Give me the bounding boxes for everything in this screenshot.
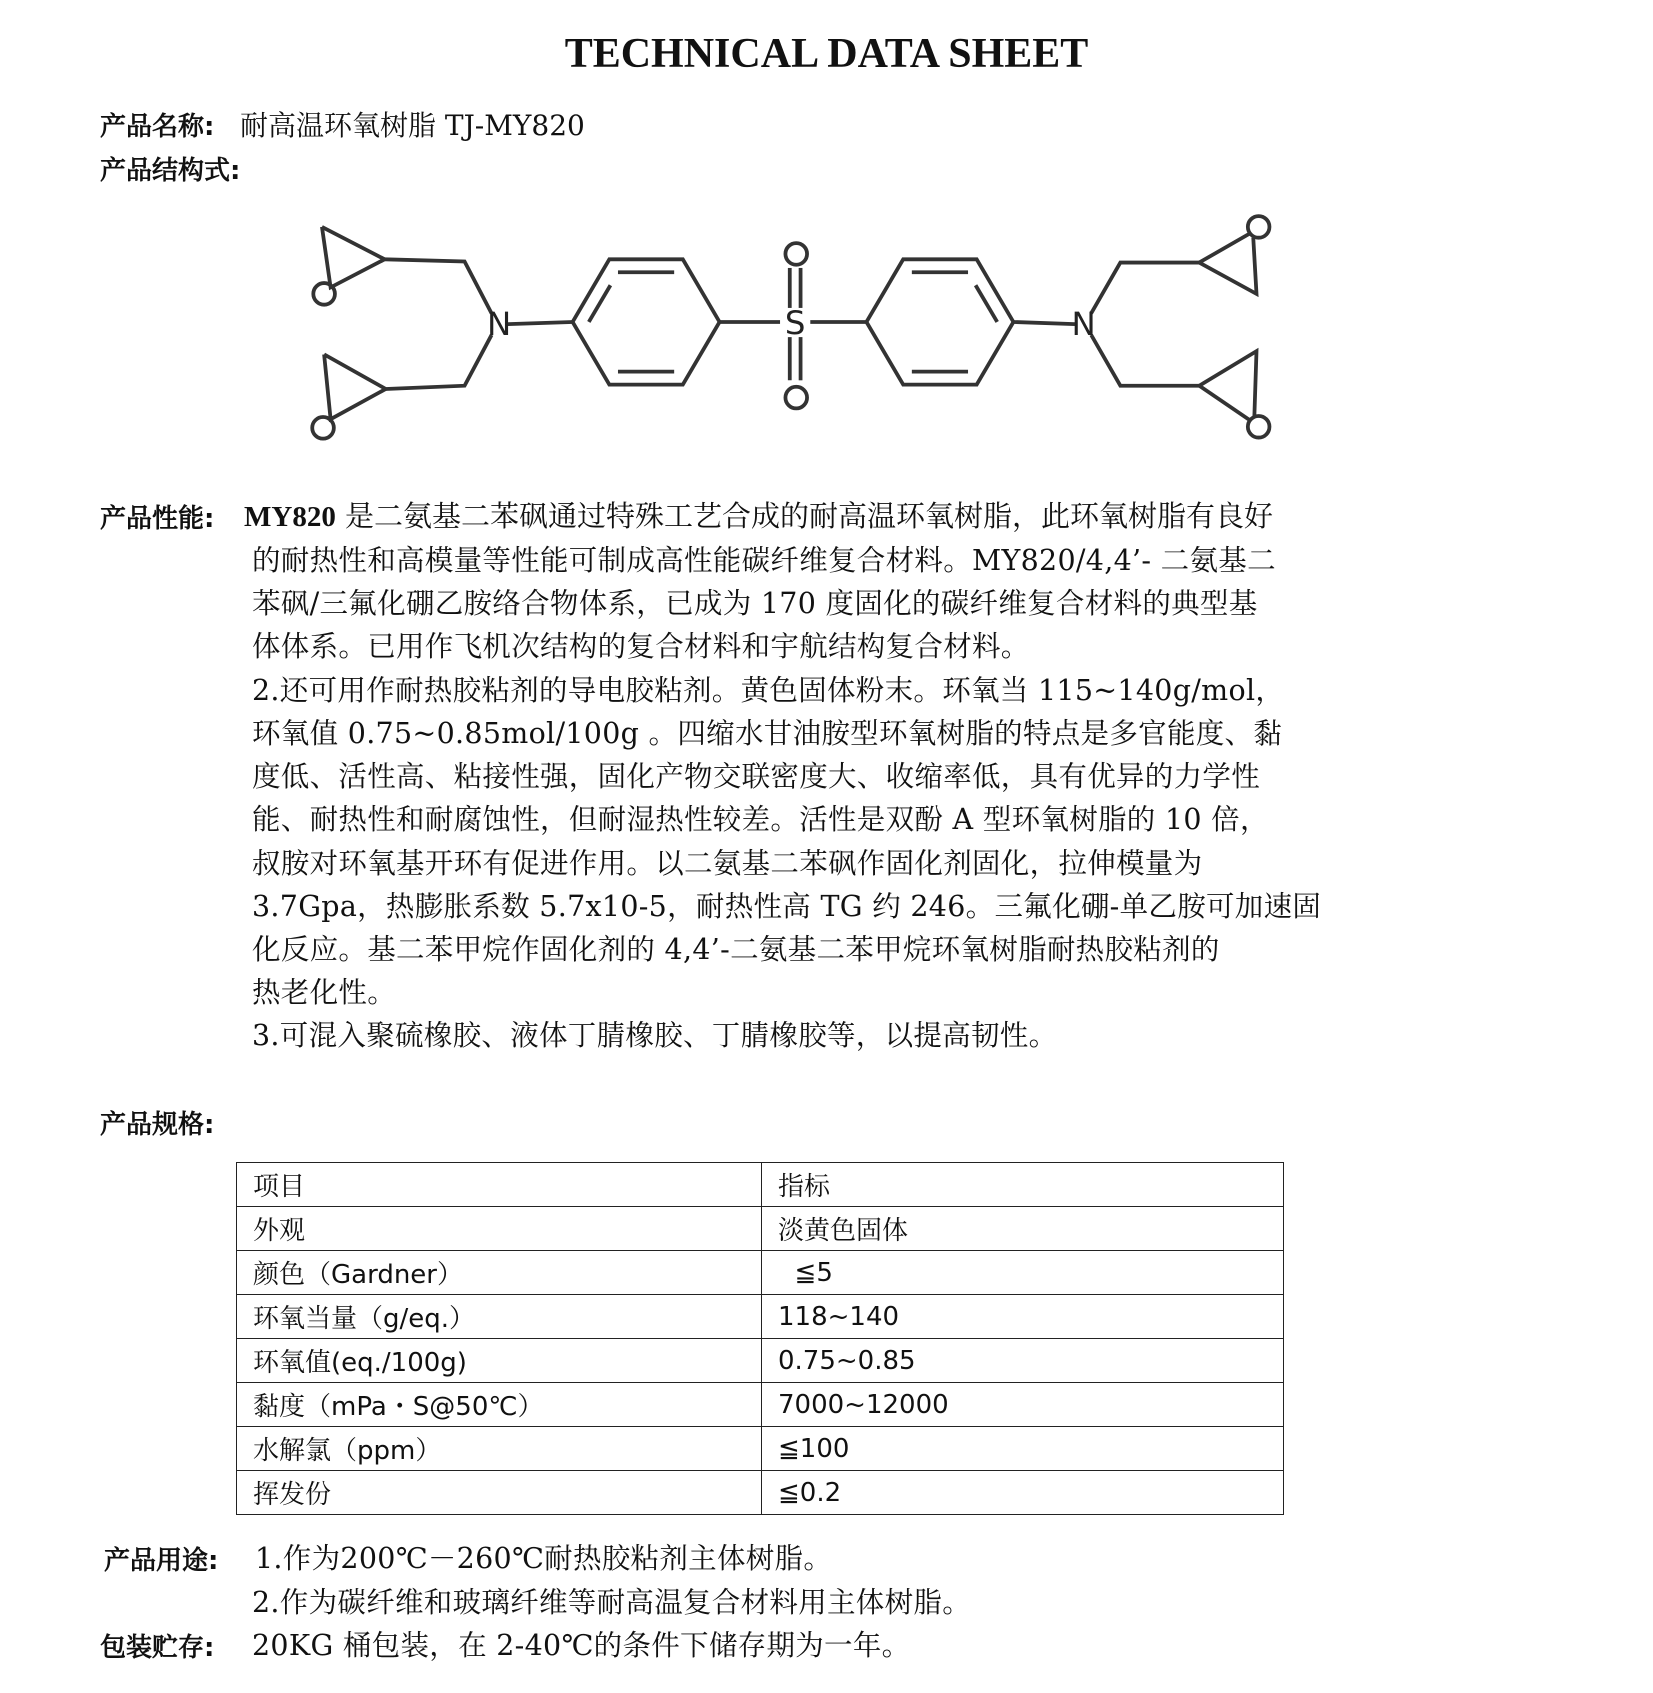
product-code: MY820 (244, 501, 336, 533)
oxygen-atom (785, 243, 807, 265)
table-cell: 7000~12000 (762, 1383, 1284, 1427)
performance-line: 环氧值 0.75~0.85mol/100g 。四缩水甘油胺型环氧树脂的特点是多官能度、黏 (252, 717, 1283, 750)
table-cell: 项目 (237, 1163, 762, 1207)
table-cell: ≦100 (762, 1427, 1284, 1471)
epoxide-ring (322, 227, 385, 288)
oxygen-atom (312, 417, 334, 439)
table-row (237, 1251, 1284, 1295)
benzene-ring (573, 259, 720, 384)
table-header-row (237, 1163, 1284, 1207)
table-cell: 水解氯（ppm） (237, 1427, 762, 1471)
table-cell: ≦5 (762, 1251, 1284, 1295)
oxygen-atom (785, 387, 807, 409)
product-name-label: 产品名称: (100, 112, 215, 142)
table-row (237, 1383, 1284, 1427)
performance-line: 的耐热性和高模量等性能可制成高性能碳纤维复合材料。MY820/4,4’- 二氨基二 (252, 544, 1276, 577)
nitrogen-atom: N (487, 304, 512, 343)
performance-line: 3.7Gpa，热膨胀系数 5.7x10-5，耐热性高 TG 约 246。三氟化硼-单乙胺可加速固 (252, 890, 1322, 923)
oxygen-atom (1248, 216, 1270, 238)
performance-line: 度低、活性高、粘接性强，固化产物交联密度大、收缩率低，具有优异的力学性 (252, 760, 1261, 793)
spec-table (236, 1162, 1284, 1515)
performance-line: 是二氨基二苯砜通过特殊工艺合成的耐高温环氧树脂，此环氧树脂有良好 (345, 499, 1274, 533)
sulfur-atom: S (784, 303, 806, 342)
table-cell: 118~140 (762, 1295, 1284, 1339)
storage-label: 包装贮存: (100, 1633, 215, 1663)
performance-line: 苯砜/三氟化硼乙胺络合物体系，已成为 170 度固化的碳纤维复合材料的典型基 (252, 587, 1258, 620)
table-cell: 环氧当量（g/eq.） (237, 1295, 762, 1339)
product-name-value: 耐高温环氧树脂 TJ-MY820 (240, 109, 585, 142)
bond (1091, 335, 1199, 386)
table-cell: 外观 (237, 1207, 762, 1251)
structure-label: 产品结构式: (100, 156, 241, 186)
table-cell: ≦0.2 (762, 1471, 1284, 1515)
page-title: TECHNICAL DATA SHEET (564, 31, 1089, 77)
benzene-ring (866, 259, 1013, 384)
table-cell: 指标 (762, 1163, 1284, 1207)
performance-label: 产品性能: (100, 504, 215, 534)
table-row (237, 1295, 1284, 1339)
table-cell: 黏度（mPa・S@50℃） (237, 1383, 762, 1427)
oxygen-atom (1248, 416, 1270, 438)
bond (386, 335, 492, 389)
epoxide-ring (324, 354, 386, 419)
performance-line: 体体系。已用作飞机次结构的复合材料和宇航结构复合材料。 (252, 630, 1030, 663)
performance-first-line (244, 494, 1273, 535)
performance-line: 热老化性。 (252, 976, 397, 1009)
usage-line: 1.作为200℃－260℃耐热胶粘剂主体树脂。 (255, 1542, 833, 1575)
table-row (237, 1339, 1284, 1383)
performance-line: 3.可混入聚硫橡胶、液体丁腈橡胶、丁腈橡胶等，以提高韧性。 (252, 1019, 1058, 1052)
oxygen-atom (313, 283, 335, 305)
table-cell: 颜色（Gardner） (237, 1251, 762, 1295)
usage-label: 产品用途: (104, 1546, 219, 1576)
table-cell: 挥发份 (237, 1471, 762, 1515)
performance-line: 叔胺对环氧基开环有促进作用。以二氨基二苯砜作固化剂固化，拉伸模量为 (252, 847, 1203, 880)
table-cell: 0.75~0.85 (762, 1339, 1284, 1383)
spec-label: 产品规格: (100, 1110, 215, 1140)
storage-value: 20KG 桶包装，在 2-40℃的条件下储存期为一年。 (252, 1629, 911, 1662)
table-cell: 淡黄色固体 (762, 1207, 1284, 1251)
table-row (237, 1207, 1284, 1251)
bond (1091, 263, 1199, 314)
table-cell: 环氧值(eq./100g) (237, 1339, 762, 1383)
nitrogen-atom: N (1071, 304, 1096, 343)
performance-line: 2.还可用作耐热胶粘剂的导电胶粘剂。黄色固体粉末。环氧当 115~140g/mol， (252, 674, 1285, 707)
performance-line: 能、耐热性和耐腐蚀性，但耐湿热性较差。活性是双酚 A 型环氧树脂的 10 倍， (252, 803, 1269, 836)
usage-line: 2.作为碳纤维和玻璃纤维等耐高温复合材料用主体树脂。 (252, 1586, 971, 1619)
table-row (237, 1427, 1284, 1471)
bond (385, 259, 492, 313)
performance-line: 化反应。基二苯甲烷作固化剂的 4,4’-二氨基二苯甲烷环氧树脂耐热胶粘剂的 (252, 933, 1220, 966)
table-row (237, 1471, 1284, 1515)
